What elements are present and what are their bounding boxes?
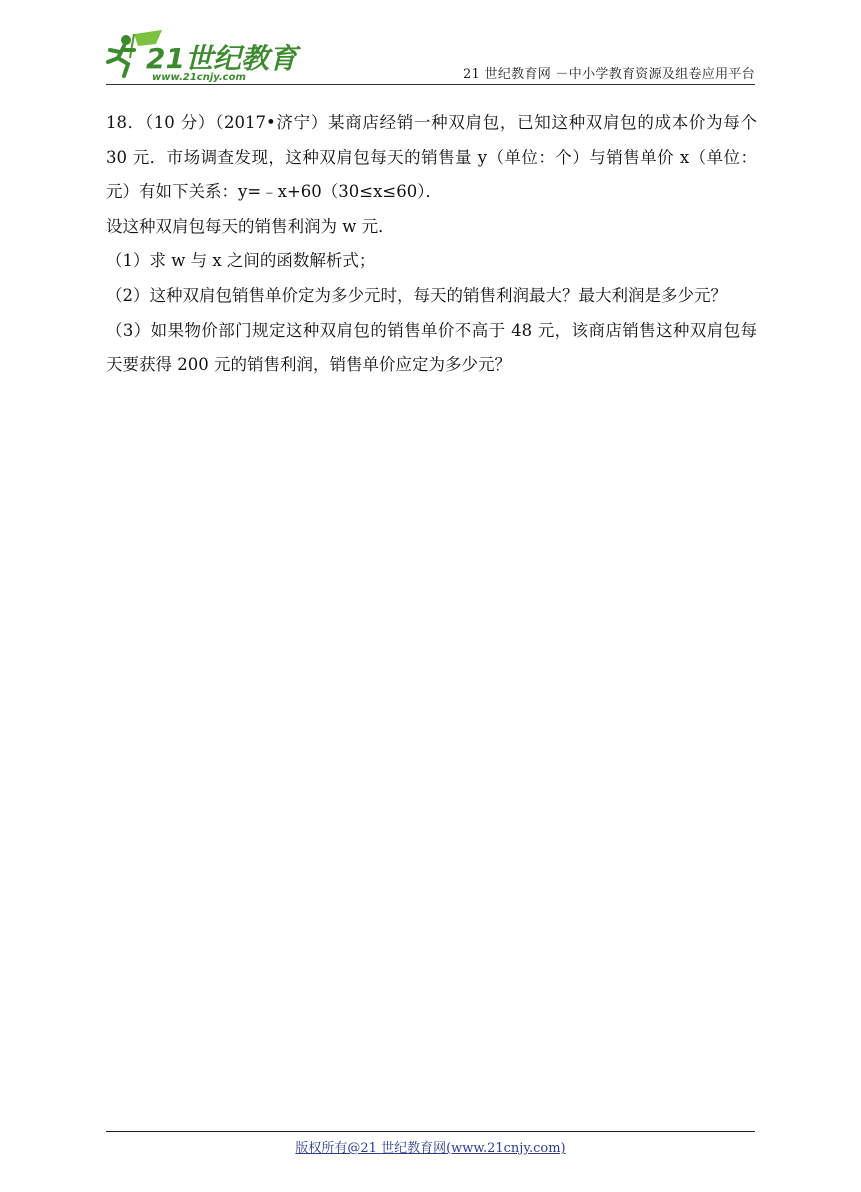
question-part-3: （3）如果物价部门规定这种双肩包的销售单价不高于 48 元，该商店销售这种双肩包每天要获得 200 元的销售利润，销售单价应定为多少元？ — [106, 320, 757, 375]
header-site-title: 21 世纪教育网 －中小学教育资源及组卷应用平台 — [462, 67, 755, 82]
header-divider — [106, 84, 755, 85]
question-setup: 设这种双肩包每天的销售利润为 w 元． — [106, 216, 395, 236]
question-part-1: （1）求 w 与 x 之间的函数解析式； — [106, 251, 376, 271]
footer-copyright-link[interactable]: 版权所有@21 世纪教育网(www.21cnjy.com) — [295, 1141, 566, 1156]
question-block — [106, 106, 757, 383]
logo-url: www.21cnjy.com — [152, 72, 246, 83]
question-intro: 18．（10 分）（2017•济宁）某商店经销一种双肩包，已知这种双肩包的成本价为每个 30 元．市场调查发现，这种双肩包每天的销售量 y（单位：个）与销售单价 x（单位：元）有如下关系：y=﹣x+60（30≤x≤60）． — [106, 113, 757, 202]
logo-text: 21世纪教育 — [146, 42, 297, 75]
site-logo — [104, 28, 304, 84]
footer-divider — [106, 1131, 755, 1132]
runner-logo-icon — [104, 28, 304, 84]
question-part-2: （2）这种双肩包销售单价定为多少元时，每天的销售利润最大？最大利润是多少元？ — [106, 285, 727, 305]
